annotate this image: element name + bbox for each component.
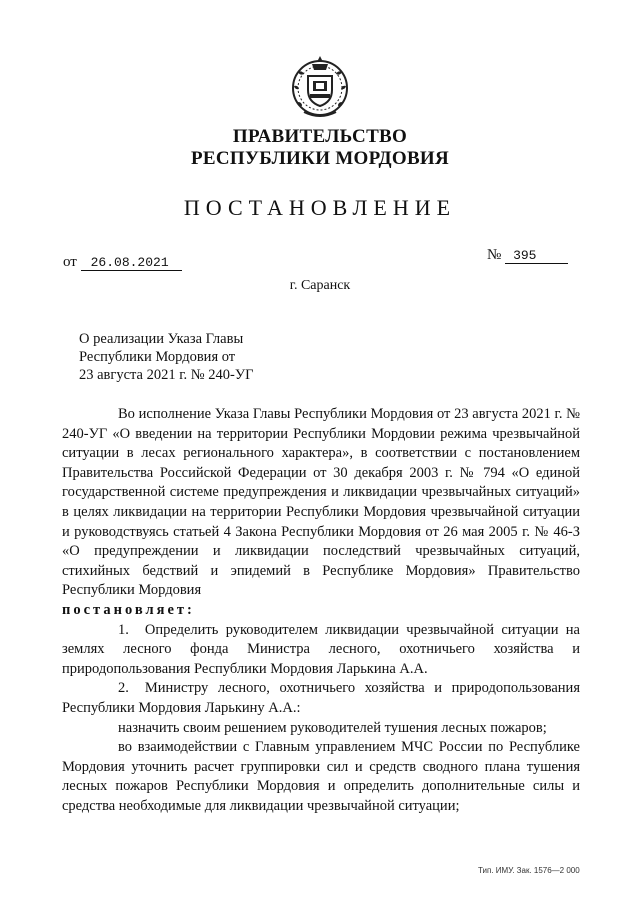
document-date xyxy=(63,254,182,271)
subject-line-2: Республики Мордовия от xyxy=(79,349,236,365)
document-subject xyxy=(79,330,254,384)
item-1 xyxy=(62,621,580,680)
item-2-text: Министру лесного, охотничьего хозяйства и природопользования Республики Мордовия Ларькину А.А.: xyxy=(62,680,580,716)
subject-line-3: 23 августа 2021 г. № 240-УГ xyxy=(79,367,254,383)
decree-word xyxy=(62,601,580,621)
number-prefix: № xyxy=(487,247,502,263)
item-2-sub-1: назначить своим решением руководителей тушения лесных пожаров; xyxy=(118,719,547,736)
item-1-text: Определить руководителем ликвидации чрезвычайной ситуации на землях лесного фонда Министра лесного, охотничьего хозяйства и природопользования Республики Мордовия Ларькина А.А. xyxy=(62,621,580,677)
decree-keyword: постановляет: xyxy=(62,601,195,618)
org-name-line1: ПРАВИТЕЛЬСТВО xyxy=(232,126,408,147)
print-note: Тип. ИМУ. Зак. 1576—2 000 xyxy=(478,866,580,875)
document-body xyxy=(62,405,580,816)
item-2-number: 2. xyxy=(118,680,129,697)
date-value: 26.08.2021 xyxy=(81,255,182,271)
document-number xyxy=(487,247,568,264)
date-prefix: от xyxy=(63,254,77,270)
item-2-sub-2: во взаимодействии с Главным управлением МЧС России по Республике Мордовия уточнить расчет группировки сил и средств сводного плана тушения лесных пожаров Республики Мордовия и определить дополнительные силы и средства необходимые для ликвидации чрезвычайной ситуации; xyxy=(62,739,580,814)
document-type-title: ПОСТАНОВЛЕНИЕ xyxy=(183,195,457,220)
item-2 xyxy=(62,679,580,718)
coat-of-arms-emblem xyxy=(286,52,354,120)
subject-line-1: О реализации Указа Главы xyxy=(79,331,244,347)
intro-paragraph: Во исполнение Указа Главы Республики Мордовия от 23 августа 2021 г. № 240-УГ «О введении на территории Республики Мордовии режима чрезвычайной ситуации в лесах регионального характера», в соответствии с постановлением Правительства Российской Федерации от 30 декабря 2003 г. № 794 «О единой государственной системе предупреждения и ликвидации чрезвычайных ситуаций» в целях ликвидации на территории Республики Мордовия чрезвычайной ситуации и руководствуясь статьей 4 Закона Республики Мордовия от 26 мая 2005 г. № 46-З «О предупреждении и ликвидации последствий чрезвычайных ситуаций, стихийных бедствий и эпидемий в Республике Мордовия» Правительство Республики Мордовия xyxy=(62,406,580,599)
item-1-number: 1. xyxy=(118,621,129,638)
org-name-line2: РЕСПУБЛИКИ МОРДОВИЯ xyxy=(190,148,450,169)
city-name: г. Саранск xyxy=(289,278,351,293)
number-value: 395 xyxy=(505,248,568,264)
